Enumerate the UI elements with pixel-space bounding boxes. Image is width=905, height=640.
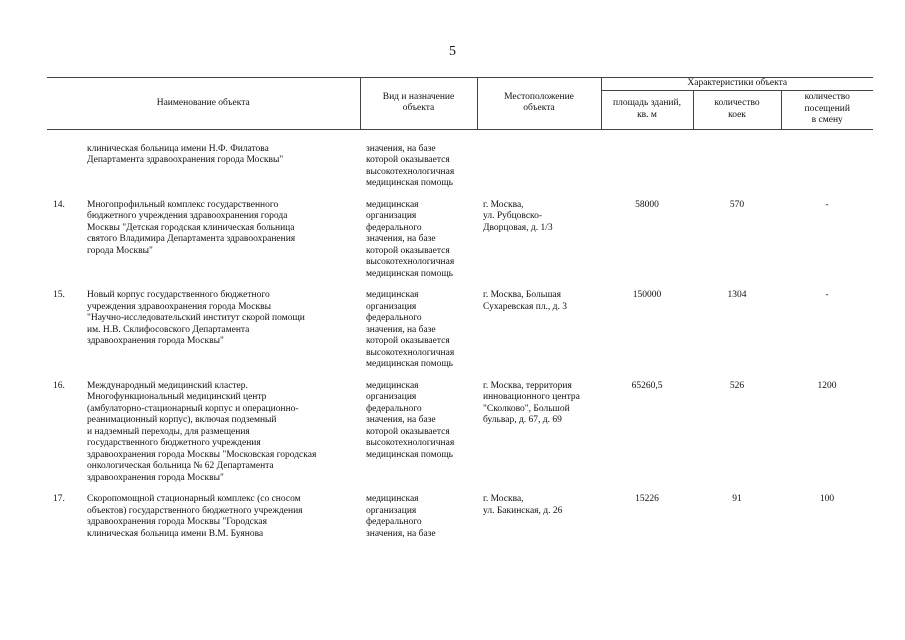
header-area-line: кв. м: [637, 109, 657, 120]
object-name-line: бюджетного учреждения здравоохранения города: [87, 211, 288, 221]
header-visits-line: в смену: [811, 115, 843, 126]
object-name-cell: [47, 290, 360, 381]
object-location-line: г. Москва,: [483, 199, 524, 210]
table-row: [47, 200, 873, 291]
object-visits-cell: [781, 129, 873, 200]
object-name-line: "Научно-исследовательский институт скорой помощи: [87, 313, 305, 323]
object-kind-line: федерального: [366, 517, 422, 527]
object-visits-cell: 100: [819, 494, 835, 504]
object-kind-line: значения, на базе: [366, 415, 436, 425]
object-location-line: г. Москва, территория: [483, 380, 572, 391]
object-kind-line: медицинская: [366, 290, 419, 300]
object-area-cell: 58000: [635, 199, 659, 210]
header-name: Наименование объекта: [47, 78, 360, 130]
object-name-line: онкологическая больница № 62 Департамента: [87, 461, 274, 471]
object-location-line: ул. Рубцовско-: [483, 211, 543, 221]
header-location-line: Местоположение: [504, 91, 574, 102]
header-location: [477, 78, 601, 130]
header-beds: [693, 90, 781, 129]
object-name-cell: [47, 129, 360, 200]
object-name-line: и надземный переходы, для размещения: [87, 426, 250, 437]
table-row: [47, 129, 873, 200]
object-location-line: ул. Бакинская, д. 26: [483, 505, 563, 516]
header-beds-line: коек: [728, 109, 746, 120]
header-visits-line: количество: [804, 92, 850, 103]
object-location-line: "Сколково", Большой: [483, 403, 570, 414]
object-name-line: города Москвы": [87, 245, 153, 256]
object-beds-cell: [693, 129, 781, 200]
object-name-line: Скоропомощной стационарный комплекс (со сносом: [87, 494, 301, 504]
object-location-line: г. Москва,: [483, 494, 524, 504]
object-name-line: учреждения здравоохранения города Москвы: [87, 301, 271, 312]
object-kind-line: организация: [366, 505, 417, 516]
object-kind-line: которой оказывается: [366, 426, 450, 437]
object-name-line: Москвы "Детская городская клиническая больница: [87, 222, 295, 233]
object-name-line: святого Владимира Департамента здравоохранения: [87, 234, 296, 244]
object-kind-line: медицинская: [366, 199, 419, 210]
object-visits-cell: 1200: [817, 380, 837, 391]
object-location-cell: [477, 381, 601, 495]
object-kind-cell: [360, 381, 477, 495]
object-kind-cell: [360, 290, 477, 381]
object-name-line: государственного бюджетного учреждения: [87, 438, 261, 448]
object-kind-line: медицинская: [366, 494, 419, 504]
object-kind-line: значения, на базе: [366, 143, 436, 154]
object-name-cell: [47, 494, 360, 550]
object-kind-line: организация: [366, 211, 417, 221]
object-beds-cell: 91: [732, 494, 742, 504]
row-number: 15.: [53, 290, 65, 300]
object-name-line: (амбулаторно-стационарный корпус и операционно-: [87, 403, 299, 414]
object-kind-line: значения, на базе: [366, 528, 436, 539]
object-name-line: здравоохранения города Москвы": [87, 336, 224, 346]
object-kind-cell: [360, 200, 477, 291]
object-kind-line: организация: [366, 392, 417, 402]
object-name-cell: [47, 200, 360, 291]
object-name-line: клиническая больница имени Н.Ф. Филатова: [87, 143, 269, 154]
header-area: [601, 90, 693, 129]
object-location-cell: [477, 494, 601, 550]
object-name-line: клиническая больница имени В.М. Буянова: [87, 528, 264, 539]
object-visits-cell: -: [825, 199, 829, 210]
object-kind-cell: [360, 129, 477, 200]
header-area-line: площадь зданий,: [613, 98, 681, 108]
object-name-line: реанимационный корпус), включая подземный: [87, 415, 277, 425]
row-number: 14.: [53, 199, 65, 210]
object-kind-cell: [360, 494, 477, 550]
object-kind-line: высокотехнологичная: [366, 438, 455, 448]
object-kind-line: организация: [366, 301, 417, 312]
object-name-cell: [47, 381, 360, 495]
object-beds-cell: 570: [729, 199, 745, 210]
header-kind-line: объекта: [402, 103, 435, 114]
object-location-cell: [477, 290, 601, 381]
object-beds-cell: 526: [729, 380, 745, 391]
header-visits: [781, 90, 873, 129]
object-area-cell: 150000: [632, 290, 662, 300]
object-location-cell: [477, 129, 601, 200]
object-kind-line: федерального: [366, 222, 422, 233]
header-kind-line: Вид и назначение: [382, 91, 455, 102]
object-name-line: Многофункциональный медицинский центр: [87, 392, 267, 402]
object-kind-line: медицинская помощь: [366, 359, 453, 369]
table-body: [47, 129, 873, 550]
table-row: [47, 494, 873, 550]
object-name-line: объектов) государственного бюджетного учреждения: [87, 505, 303, 516]
object-kind-line: высокотехнологичная: [366, 257, 455, 267]
object-name-line: Департамента здравоохранения города Москвы": [87, 155, 284, 165]
object-kind-line: высокотехнологичная: [366, 347, 455, 358]
object-kind-line: медицинская: [366, 380, 419, 391]
object-kind-line: значения, на базе: [366, 324, 436, 335]
object-kind-line: высокотехнологичная: [366, 166, 455, 177]
object-area-cell: 15226: [635, 494, 659, 504]
header-kind: [360, 78, 477, 130]
object-kind-line: значения, на базе: [366, 234, 436, 244]
object-name-line: здравоохранения города Москвы "Московская городская: [87, 449, 317, 460]
object-kind-line: медицинская помощь: [366, 268, 453, 279]
object-kind-line: федерального: [366, 313, 422, 323]
header-characteristics: Характеристики объекта: [601, 78, 873, 91]
header-visits-line: посещений: [804, 103, 850, 114]
object-location-line: Дворцовая, д. 1/3: [483, 222, 553, 233]
table-row: [47, 381, 873, 495]
object-name-line: здравоохранения города Москвы": [87, 472, 224, 483]
object-name-line: Международный медицинский кластер.: [87, 380, 248, 391]
object-location-line: г. Москва, Большая: [483, 290, 561, 300]
object-visits-cell: -: [825, 290, 829, 300]
header-beds-line: количество: [714, 98, 760, 108]
object-name-line: им. Н.В. Склифосовского Департамента: [87, 324, 250, 335]
objects-table: [47, 77, 873, 550]
row-number: 16.: [53, 380, 65, 391]
object-area-cell: 65260,5: [631, 380, 663, 391]
object-area-cell: [601, 129, 693, 200]
object-name-line: Новый корпус государственного бюджетного: [87, 290, 270, 300]
object-kind-line: которой оказывается: [366, 155, 450, 165]
object-location-line: инновационного центра: [483, 392, 580, 402]
table-row: [47, 290, 873, 381]
object-kind-line: которой оказывается: [366, 245, 450, 256]
table-header: [47, 78, 873, 130]
object-beds-cell: 1304: [727, 290, 747, 300]
object-kind-line: медицинская помощь: [366, 178, 453, 188]
object-name-line: здравоохранения города Москвы "Городская: [87, 517, 267, 527]
page-number: 5: [449, 44, 456, 59]
object-name-line: Многопрофильный комплекс государственного: [87, 199, 279, 210]
object-kind-line: медицинская помощь: [366, 449, 453, 460]
object-location-line: Сухаревская пл., д. 3: [483, 301, 568, 312]
object-location-line: бульвар, д. 67, д. 69: [483, 415, 562, 425]
object-kind-line: которой оказывается: [366, 336, 450, 346]
object-kind-line: федерального: [366, 403, 422, 414]
object-location-cell: [477, 200, 601, 291]
header-location-line: объекта: [523, 103, 555, 114]
row-number: 17.: [53, 494, 65, 504]
